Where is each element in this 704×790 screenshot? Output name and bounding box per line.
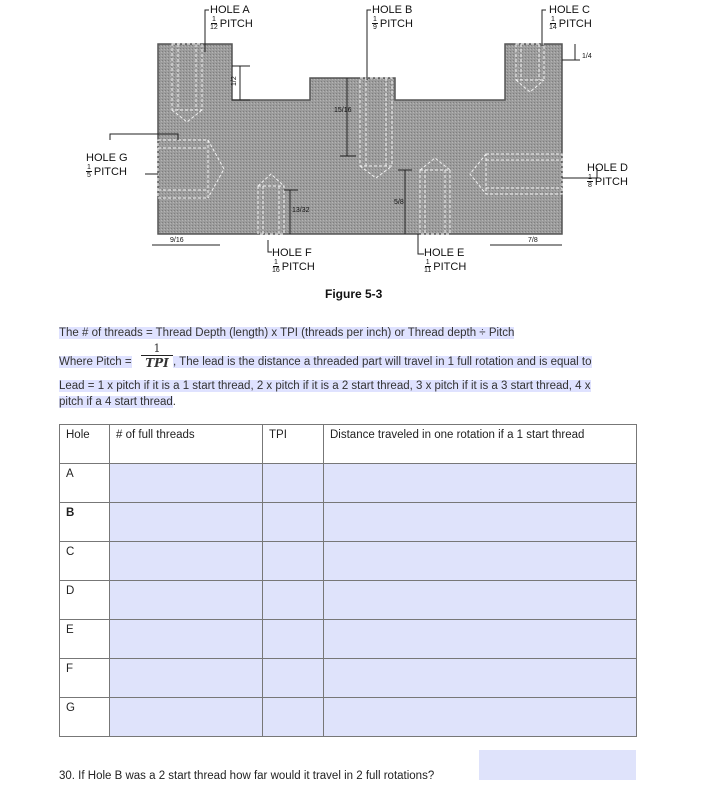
hole-a-label: HOLE A $\frac{1}{12}$ PITCH bbox=[210, 4, 253, 31]
where-pitch-line: Where Pitch = 1 TPI , The lead is the distance a threaded part will travel in 1 full rotation and is equal to bbox=[59, 342, 592, 370]
hole-d-label: HOLE D $\frac{1}{8}$ PITCH bbox=[587, 162, 628, 189]
hole-f-label: HOLE F $\frac{1}{16}$ PITCH bbox=[272, 247, 315, 274]
dim-hole-b-depth: 15/16 bbox=[334, 107, 352, 114]
figure-caption: Figure 5-3 bbox=[325, 287, 383, 301]
table-header-row bbox=[60, 425, 637, 464]
dim-hole-a-depth: 1/2 bbox=[231, 76, 238, 86]
distance-cell[interactable] bbox=[324, 659, 637, 698]
table-row bbox=[60, 581, 637, 620]
threads-table bbox=[59, 424, 637, 737]
threads-formula-line: The # of threads = Thread Depth (length) x TPI (threads per inch) or Thread depth ÷ Pitch bbox=[59, 327, 515, 339]
tpi-cell[interactable] bbox=[263, 542, 324, 581]
header-tpi: TPI bbox=[263, 425, 324, 464]
row-hole-label: F bbox=[60, 659, 110, 698]
table-row bbox=[60, 503, 637, 542]
full-threads-cell[interactable] bbox=[110, 581, 263, 620]
table-row bbox=[60, 542, 637, 581]
distance-cell[interactable] bbox=[324, 542, 637, 581]
distance-cell[interactable] bbox=[324, 464, 637, 503]
row-hole-label: E bbox=[60, 620, 110, 659]
hole-d-name: HOLE D bbox=[587, 162, 628, 174]
row-hole-label: C bbox=[60, 542, 110, 581]
table-row bbox=[60, 698, 637, 737]
row-hole-label: G bbox=[60, 698, 110, 737]
hole-b-name: HOLE B bbox=[372, 4, 413, 16]
distance-cell[interactable] bbox=[324, 581, 637, 620]
header-full-threads: # of full threads bbox=[110, 425, 263, 464]
hole-c-label: HOLE C $\frac{1}{14}$ PITCH bbox=[549, 4, 592, 31]
hole-c-name: HOLE C bbox=[549, 4, 590, 16]
tpi-cell[interactable] bbox=[263, 581, 324, 620]
full-threads-cell[interactable] bbox=[110, 620, 263, 659]
table-row bbox=[60, 620, 637, 659]
row-hole-label: A bbox=[60, 464, 110, 503]
tpi-cell[interactable] bbox=[263, 503, 324, 542]
tpi-cell[interactable] bbox=[263, 659, 324, 698]
hole-f-name: HOLE F bbox=[272, 247, 312, 259]
hole-e-label: HOLE E $\frac{1}{11}$ PITCH bbox=[424, 247, 467, 274]
tpi-cell[interactable] bbox=[263, 698, 324, 737]
lead-explanation: Lead = 1 x pitch if it is a 1 start thread, 2 x pitch if it is a 2 start thread, 3 x pitch if it is a 3 start thread, 4 x pitch if a 4 start thread. bbox=[59, 380, 591, 408]
full-threads-cell[interactable] bbox=[110, 698, 263, 737]
question-30: 30. If Hole B was a 2 start thread how far would it travel in 2 full rotations? bbox=[59, 770, 435, 782]
part-block bbox=[158, 44, 562, 234]
header-distance: Distance traveled in one rotation if a 1 start thread bbox=[324, 425, 637, 464]
dim-hole-g-depth: 9/16 bbox=[170, 237, 184, 244]
distance-cell[interactable] bbox=[324, 620, 637, 659]
row-hole-label: D bbox=[60, 581, 110, 620]
formula-denominator: TPI bbox=[145, 356, 169, 370]
row-hole-label: B bbox=[60, 503, 110, 542]
table-row bbox=[60, 464, 637, 503]
hole-a-name: HOLE A bbox=[210, 4, 250, 16]
dim-hole-f-depth: 13/32 bbox=[292, 207, 310, 214]
header-hole: Hole bbox=[60, 425, 110, 464]
tpi-cell[interactable] bbox=[263, 464, 324, 503]
hole-e-name: HOLE E bbox=[424, 247, 465, 259]
hole-g-name: HOLE G bbox=[86, 152, 128, 164]
question-30-answer-field[interactable] bbox=[479, 750, 636, 780]
dim-hole-c-depth: 1/4 bbox=[582, 53, 592, 60]
hole-g-label: HOLE G $\frac{1}{5}$ PITCH bbox=[86, 152, 128, 179]
distance-cell[interactable] bbox=[324, 503, 637, 542]
distance-cell[interactable] bbox=[324, 698, 637, 737]
dim-hole-d-depth: 7/8 bbox=[528, 237, 538, 244]
full-threads-cell[interactable] bbox=[110, 503, 263, 542]
table-row bbox=[60, 659, 637, 698]
pitch-formula bbox=[141, 342, 173, 370]
full-threads-cell[interactable] bbox=[110, 659, 263, 698]
hole-b-label: HOLE B $\frac{1}{9}$ PITCH bbox=[372, 4, 413, 31]
formula-numerator: 1 bbox=[141, 342, 173, 356]
full-threads-cell[interactable] bbox=[110, 464, 263, 503]
tpi-cell[interactable] bbox=[263, 620, 324, 659]
dim-hole-e-depth: 5/8 bbox=[394, 199, 404, 206]
full-threads-cell[interactable] bbox=[110, 542, 263, 581]
